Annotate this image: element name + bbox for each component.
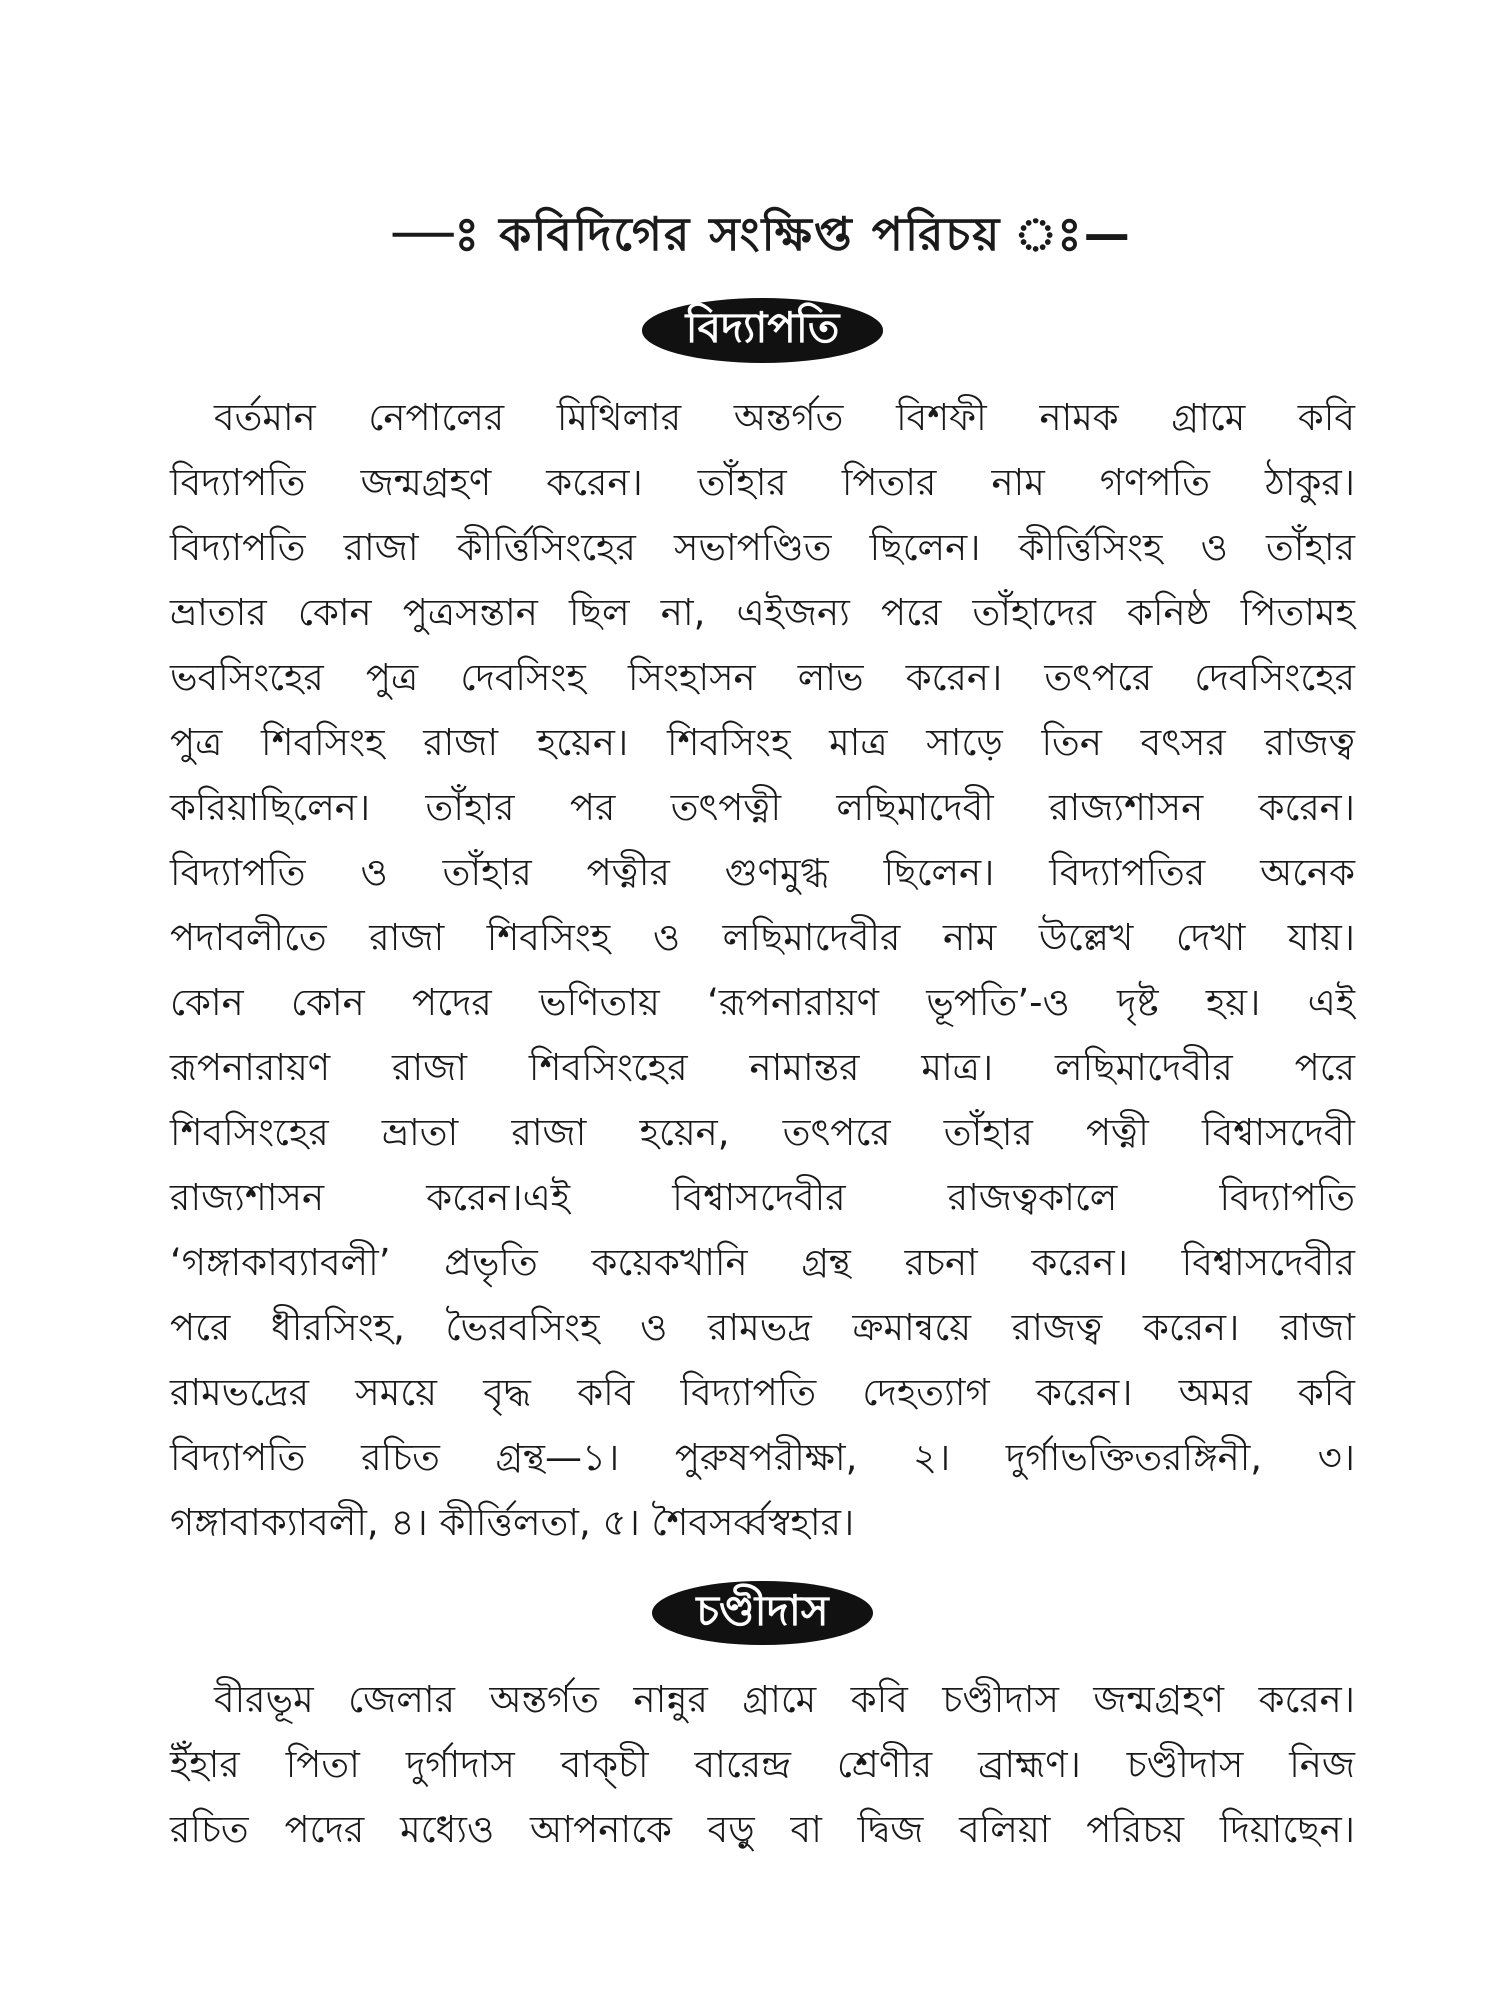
text-line: বিদ্যাপতি জন্মগ্রহণ করেন। তাঁহার পিতার নাম গণপতি ঠাকুর। — [170, 460, 1355, 504]
section-vidyapati — [170, 298, 1355, 1555]
text-line: ভবসিংহের পুত্র দেবসিংহ সিংহাসন লাভ করেন। তৎপরে দেবসিংহের — [170, 655, 1355, 699]
text-line: রচিত পদের মধ্যেও আপনাকে বড়ু বা দ্বিজ বলিয়া পরিচয় দিয়াছেন। — [170, 1808, 1355, 1851]
section-heading-wrap — [170, 298, 1355, 363]
section-heading: চণ্ডীদাস — [652, 1581, 872, 1646]
text-line: বিদ্যাপতি রাজা কীর্ত্তিসিংহের সভাপণ্ডিত ছিলেন। কীর্ত্তিসিংহ ও তাঁহার — [170, 525, 1355, 569]
text-line: বিদ্যাপতি রচিত গ্রন্থ—১। পুরুষপরীক্ষা, ২। দুর্গাভক্তিতরঙ্গিনী, ৩। — [170, 1435, 1355, 1479]
section-chandidas — [170, 1581, 1355, 1863]
text-line: বর্তমান নেপালের মিথিলার অন্তর্গত বিশফী নামক গ্রামে কবি — [214, 395, 1355, 439]
text-line: ইঁহার পিতা দুর্গাদাস বাক্‌চী বারেন্দ্র শ্রেণীর ব্রাহ্মণ। চণ্ডীদাস নিজ — [170, 1743, 1355, 1786]
document-page — [170, 200, 1355, 1862]
paragraph — [170, 385, 1355, 1555]
text-line: করিয়াছিলেন। তাঁহার পর তৎপত্নী লছিমাদেবী রাজ্যশাসন করেন। — [170, 785, 1355, 829]
text-line: কোন কোন পদের ভণিতায় ‘রূপনারায়ণ ভূপতি’-ও দৃষ্ট হয়। এই — [170, 980, 1355, 1024]
text-line: বিদ্যাপতি ও তাঁহার পত্নীর গুণমুগ্ধ ছিলেন। বিদ্যাপতির অনেক — [170, 850, 1355, 894]
text-line: রাজ্যশাসন করেন।এই বিশ্বাসদেবীর রাজত্বকালে বিদ্যাপতি — [170, 1175, 1355, 1219]
text-line: গঙ্গাবাক্যাবলী, ৪। কীর্ত্তিলতা, ৫। শৈবসর্ব্বস্বহার। — [170, 1500, 855, 1544]
paragraph — [170, 1667, 1355, 1862]
section-heading-wrap — [170, 1581, 1355, 1646]
text-line: ভ্রাতার কোন পুত্রসন্তান ছিল না, এইজন্য পরে তাঁহাদের কনিষ্ঠ পিতামহ — [170, 590, 1355, 634]
text-line: রূপনারায়ণ রাজা শিবসিংহের নামান্তর মাত্র। লছিমাদেবীর পরে — [170, 1045, 1355, 1089]
page-title: —ঃ কবিদিগের সংক্ষিপ্ত পরিচয় ঃ— — [393, 207, 1132, 261]
section-heading: বিদ্যাপতি — [642, 298, 884, 363]
text-line: পুত্র শিবসিংহ রাজা হয়েন। শিবসিংহ মাত্র সাড়ে তিন বৎসর রাজত্ব — [170, 720, 1355, 764]
text-line: পদাবলীতে রাজা শিবসিংহ ও লছিমাদেবীর নাম উল্লেখ দেখা যায়। — [170, 915, 1355, 959]
text-line: শিবসিংহের ভ্রাতা রাজা হয়েন, তৎপরে তাঁহার পত্নী বিশ্বাসদেবী — [170, 1110, 1355, 1154]
text-line: পরে ধীরসিংহ, ভৈরবসিংহ ও রামভদ্র ক্রমান্বয়ে রাজত্ব করেন। রাজা — [170, 1305, 1355, 1349]
text-line: রামভদ্রের সময়ে বৃদ্ধ কবি বিদ্যাপতি দেহত্যাগ করেন। অমর কবি — [170, 1370, 1355, 1414]
text-line: বীরভূম জেলার অন্তর্গত নান্নুর গ্রামে কবি চণ্ডীদাস জন্মগ্রহণ করেন। — [214, 1678, 1355, 1721]
text-line: ‘গঙ্গাকাব্যাবলী’ প্রভৃতি কয়েকখানি গ্রন্থ রচনা করেন। বিশ্বাসদেবীর — [170, 1240, 1355, 1284]
